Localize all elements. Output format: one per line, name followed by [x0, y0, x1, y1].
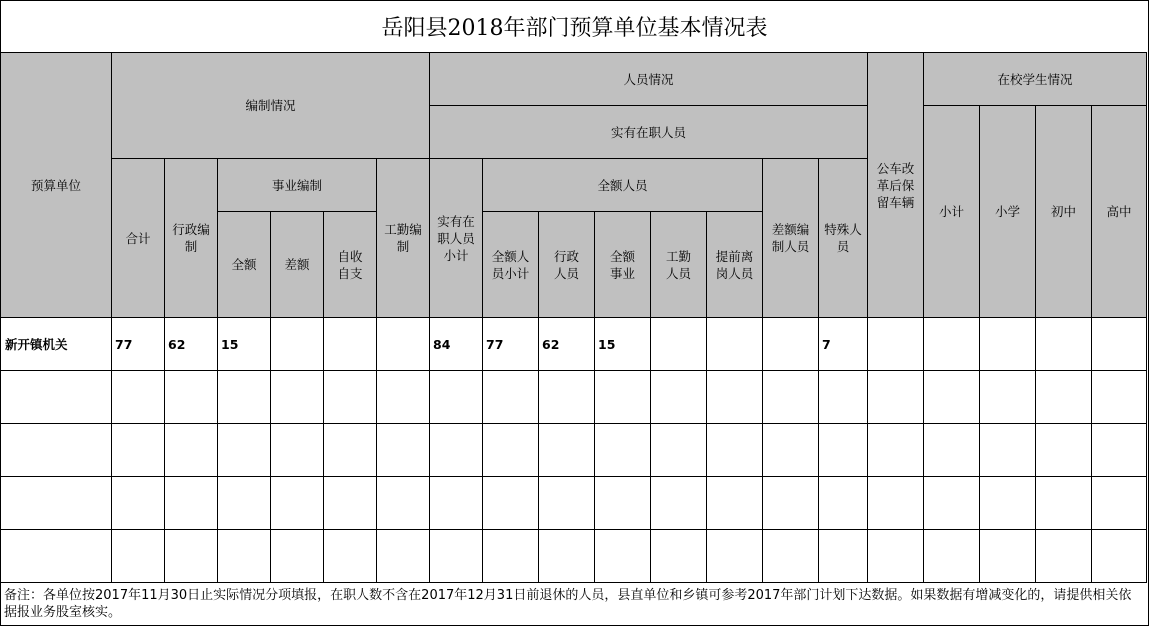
cell	[980, 318, 1036, 371]
cell	[483, 530, 539, 583]
row-unit	[1, 477, 112, 530]
cell	[763, 318, 819, 371]
cell	[483, 424, 539, 477]
cell	[112, 424, 165, 477]
header-diff-staff-text: 差额编制人员	[771, 222, 810, 254]
cell	[651, 318, 707, 371]
header-students: 在校学生情况	[924, 53, 1147, 106]
header-early-retired	[707, 212, 763, 318]
cell	[1036, 530, 1092, 583]
cell	[924, 424, 980, 477]
cell	[1092, 477, 1147, 530]
cell	[430, 424, 483, 477]
cell	[218, 477, 271, 530]
header-actual-employed: 实有在职人员	[430, 106, 868, 159]
cell: 77	[483, 318, 539, 371]
header-special-personnel-text: 特殊人员	[824, 222, 862, 254]
header-subtotal: 合计	[112, 159, 165, 318]
cell	[924, 530, 980, 583]
cell	[651, 371, 707, 424]
cell	[324, 477, 377, 530]
table-row	[1, 318, 1147, 371]
cell	[707, 318, 763, 371]
table-row	[1, 477, 1147, 530]
table-row	[1, 371, 1147, 424]
cell	[595, 477, 651, 530]
header-full-personnel-subtotal-text: 全额人员小计	[491, 248, 530, 281]
cell	[819, 477, 868, 530]
header-worker-personnel-text: 工勤人员	[665, 248, 691, 281]
cell	[980, 477, 1036, 530]
cell	[868, 424, 924, 477]
cell: 7	[819, 318, 868, 371]
table-row	[1, 530, 1147, 583]
cell	[430, 530, 483, 583]
header-student-subtotal: 小计	[924, 106, 980, 318]
cell: 15	[218, 318, 271, 371]
cell	[707, 530, 763, 583]
cell	[763, 530, 819, 583]
header-actual-subtotal	[430, 159, 483, 318]
budget-unit-table	[0, 52, 1147, 583]
cell	[377, 424, 430, 477]
cell	[1092, 530, 1147, 583]
header-full-personnel: 全额人员	[483, 159, 763, 212]
cell	[707, 371, 763, 424]
cell	[271, 424, 324, 477]
cell	[651, 424, 707, 477]
cell: 77	[112, 318, 165, 371]
header-personnel: 人员情况	[430, 53, 868, 106]
row-unit	[1, 530, 112, 583]
cell	[924, 371, 980, 424]
header-actual-subtotal-text: 实有在职人员小计	[437, 213, 475, 263]
cell	[165, 530, 218, 583]
cell	[707, 424, 763, 477]
header-senior: 高中	[1092, 106, 1147, 318]
header-full-institution-text: 全额事业	[609, 248, 635, 281]
cell	[1036, 371, 1092, 424]
cell	[1036, 318, 1092, 371]
cell	[324, 318, 377, 371]
cell	[112, 477, 165, 530]
header-institution-staffing: 事业编制	[218, 159, 377, 212]
cell	[377, 530, 430, 583]
cell	[271, 318, 324, 371]
header-staffing: 编制情况	[112, 53, 430, 159]
cell	[707, 477, 763, 530]
header-worker-personnel	[651, 212, 707, 318]
cell	[377, 371, 430, 424]
cell	[539, 530, 595, 583]
cell	[218, 371, 271, 424]
cell	[1036, 477, 1092, 530]
cell	[763, 371, 819, 424]
footnote: 备注：各单位按2017年11月30日止实际情况分项填报，在职人数不含在2017年12月31日前退休的人员，县直单位和乡镇可参考2017年部门计划下达数据。如果数据有增减变化的，请提供相关依据报业务股室核实。	[4, 588, 1132, 620]
table-row	[1, 424, 1147, 477]
cell	[651, 530, 707, 583]
cell	[539, 371, 595, 424]
cell	[1092, 424, 1147, 477]
cell	[271, 530, 324, 583]
cell	[271, 371, 324, 424]
row-unit: 新开镇机关	[1, 318, 112, 371]
cell	[868, 318, 924, 371]
cell	[165, 477, 218, 530]
row-unit	[1, 371, 112, 424]
cell	[819, 371, 868, 424]
cell	[165, 424, 218, 477]
cell	[218, 424, 271, 477]
header-full-personnel-subtotal	[483, 212, 539, 318]
cell	[595, 530, 651, 583]
cell	[483, 477, 539, 530]
header-worker-staffing	[377, 159, 430, 318]
header-budget-unit: 预算单位	[1, 53, 112, 318]
cell	[324, 371, 377, 424]
header-worker-staffing-text: 工勤编制	[384, 222, 422, 254]
cell	[819, 424, 868, 477]
cell	[924, 318, 980, 371]
header-vehicles-text: 公车改革后保留车辆	[876, 160, 915, 210]
header-self-funded	[324, 212, 377, 318]
cell	[539, 424, 595, 477]
cell	[868, 477, 924, 530]
page-title: 岳阳县2018年部门预算单位基本情况表	[381, 15, 768, 41]
cell	[430, 477, 483, 530]
cell	[271, 477, 324, 530]
header-admin-staffing	[165, 159, 218, 318]
cell	[1092, 318, 1147, 371]
cell	[324, 530, 377, 583]
cell	[595, 424, 651, 477]
cell	[324, 424, 377, 477]
header-diff-funded: 差额	[271, 212, 324, 318]
header-diff-staff	[763, 159, 819, 318]
cell	[112, 371, 165, 424]
row-unit	[1, 424, 112, 477]
cell: 62	[539, 318, 595, 371]
header-vehicles	[868, 53, 924, 318]
cell	[980, 371, 1036, 424]
header-early-retired-text: 提前离岗人员	[715, 248, 754, 281]
header-admin-personnel-text: 行政人员	[553, 248, 579, 281]
cell	[651, 477, 707, 530]
cell	[868, 530, 924, 583]
cell	[980, 424, 1036, 477]
header-primary: 小学	[980, 106, 1036, 318]
header-junior: 初中	[1036, 106, 1092, 318]
header-admin-personnel	[539, 212, 595, 318]
cell	[819, 530, 868, 583]
cell	[430, 371, 483, 424]
cell	[483, 371, 539, 424]
cell	[377, 477, 430, 530]
cell	[1092, 371, 1147, 424]
cell	[763, 477, 819, 530]
cell: 84	[430, 318, 483, 371]
cell	[763, 424, 819, 477]
cell	[218, 530, 271, 583]
header-self-funded-text: 自收自支	[337, 248, 363, 281]
cell	[980, 530, 1036, 583]
cell: 62	[165, 318, 218, 371]
cell	[539, 477, 595, 530]
cell: 15	[595, 318, 651, 371]
header-full-institution	[595, 212, 651, 318]
header-full-funded: 全额	[218, 212, 271, 318]
cell	[165, 371, 218, 424]
header-special-personnel	[819, 159, 868, 318]
header-admin-staffing-text: 行政编制	[172, 222, 210, 254]
cell	[868, 371, 924, 424]
cell	[377, 318, 430, 371]
cell	[1036, 424, 1092, 477]
cell	[924, 477, 980, 530]
cell	[595, 371, 651, 424]
cell	[112, 530, 165, 583]
